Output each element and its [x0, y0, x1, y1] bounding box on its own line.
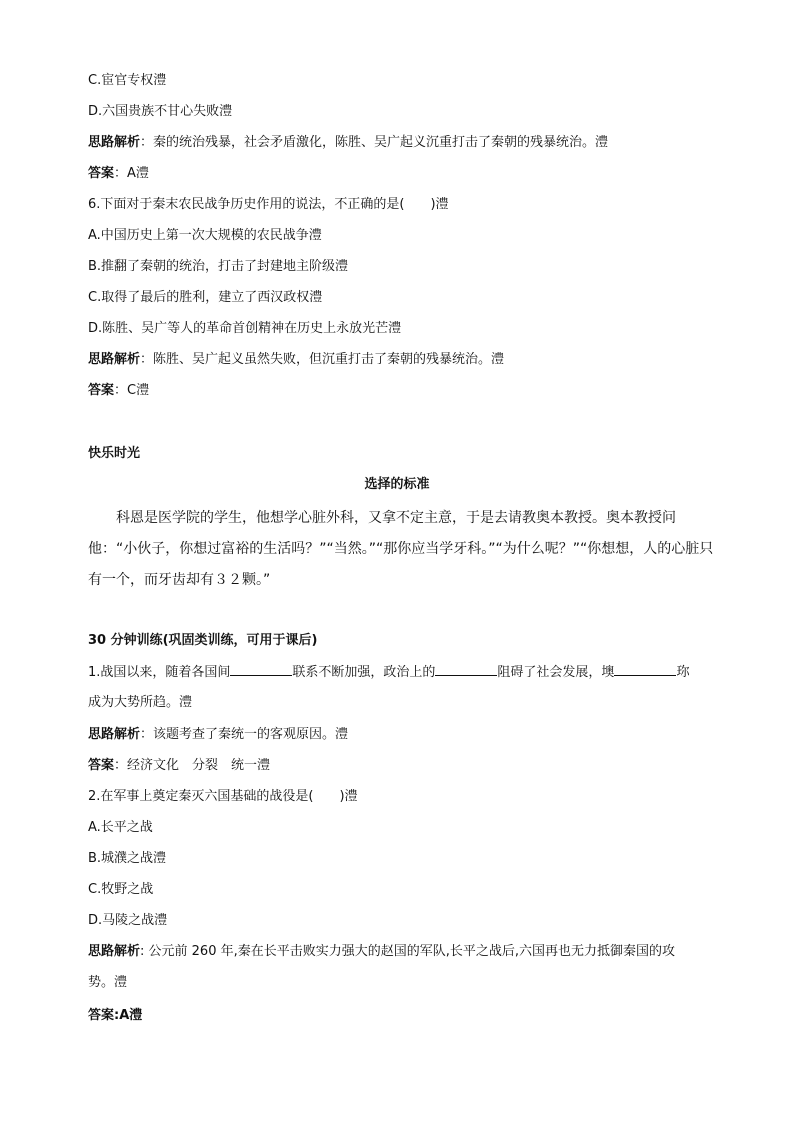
q5-answer: [88, 165, 149, 183]
q2-analysis-line2: 势。澧: [88, 975, 128, 990]
blank-1: [230, 663, 292, 676]
q6-answer: [88, 382, 149, 400]
answer-text: ：C澧: [114, 383, 150, 398]
q2-stem: 2.在军事上奠定秦灭六国基础的战役是( )澧: [88, 789, 358, 804]
q5-option-d: D.六国贵族不甘心失败澧: [88, 104, 233, 119]
q1-analysis: [88, 726, 348, 744]
q6-analysis: [88, 351, 504, 369]
analysis-text: ：秦的统治残暴，社会矛盾激化，陈胜、吴广起义沉重打击了秦朝的残暴统治。澧: [140, 135, 609, 150]
answer-label: 答案: [88, 758, 115, 773]
q5-analysis: [88, 134, 608, 152]
q6-option-c: C.取得了最后的胜利，建立了西汉政权澧: [88, 290, 323, 305]
q1-stem: [88, 663, 689, 682]
story-paragraph: 科恩是医学院的学生，他想学心脏外科，又拿不定主意，于是去请教奥本教授。奥本教授问他：“小伙子，你想过富裕的生活吗？”“当然。”“那你应当学牙科。”“为什么呢？”“你想想，人的心脏只有一个，而牙齿却有３２颗。”: [88, 510, 714, 588]
analysis-label: 思路解析: [88, 944, 141, 959]
section-heading-30min: 30 分钟训练(巩固类训练，可用于课后): [88, 633, 318, 648]
answer-text: :A澧: [114, 1008, 143, 1023]
q1-text-c: 阻碍了社会发展，墺: [497, 665, 615, 680]
q2-option-b: B.城濮之战澧: [88, 851, 167, 866]
q1-answer: [88, 757, 270, 775]
q2-answer: [88, 1007, 142, 1025]
answer-text: ：经济文化 分裂 统一澧: [114, 758, 271, 773]
q1-text-b: 联系不断加强，政治上的: [292, 665, 436, 680]
analysis-label: 思路解析: [88, 727, 141, 742]
q2-option-c: C.牧野之战: [88, 882, 154, 897]
q6-stem: 6.下面对于秦末农民战争历史作用的说法，不正确的是( )澧: [88, 197, 449, 212]
q2-option-d: D.马陵之战澧: [88, 913, 168, 928]
q1-text-a: 1.战国以来，随着各国间: [88, 665, 231, 680]
answer-text: ：A澧: [114, 166, 149, 181]
q6-option-d: D.陈胜、吴广等人的革命首创精神在历史上永放光芒澧: [88, 321, 402, 336]
analysis-text: ：陈胜、吴广起义虽然失败，但沉重打击了秦朝的残暴统治。澧: [140, 352, 505, 367]
q2-analysis: [88, 943, 675, 961]
blank-3: [614, 663, 676, 676]
analysis-label: 思路解析: [88, 352, 141, 367]
answer-label: 答案: [88, 383, 115, 398]
answer-label: 答案: [88, 166, 115, 181]
analysis-text: : 公元前 260 年,秦在长平击败实力强大的赵国的军队,长平之战后,六国再也无力抵御秦国的攻: [140, 944, 676, 959]
analysis-text: ：该题考查了秦统一的客观原因。澧: [140, 727, 349, 742]
q2-option-a: A.长平之战: [88, 820, 153, 835]
q1-stem-line2: 成为大势所趋。澧: [88, 695, 193, 710]
q1-text-d: 珎: [676, 665, 690, 680]
story-title: 选择的标准: [364, 477, 430, 492]
q5-option-c: C.宦官专权澧: [88, 73, 167, 88]
answer-label: 答案: [88, 1008, 115, 1023]
blank-2: [435, 663, 497, 676]
q6-option-b: B.推翻了秦朝的统治，打击了封建地主阶级澧: [88, 259, 349, 274]
analysis-label: 思路解析: [88, 135, 141, 150]
q6-option-a: A.中国历史上第一次大规模的农民战争澧: [88, 228, 322, 243]
happy-time-heading: 快乐时光: [88, 446, 141, 461]
